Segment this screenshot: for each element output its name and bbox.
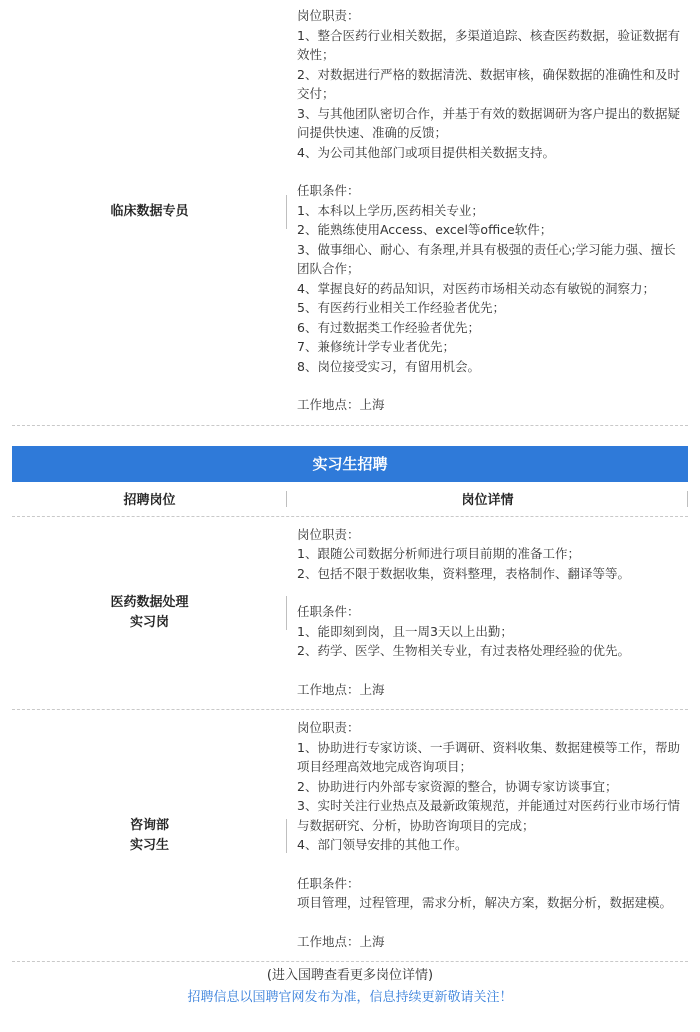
job-position-cell	[12, 710, 287, 961]
header-detail-label: 岗位详情	[461, 493, 514, 508]
detail-line: 任职条件：	[297, 604, 360, 619]
column-divider	[687, 491, 688, 507]
job-detail-cell	[287, 0, 688, 425]
notice-text: 招聘信息以国聘官网发布为准，信息持续更新敬请关注！	[187, 990, 513, 1005]
job-position-title: 医药数据处理	[110, 594, 189, 610]
detail-line: 岗位职责：	[297, 526, 360, 542]
detail-line: 工作地点：上海	[297, 681, 385, 697]
intern-recruitment-banner: 实习生招聘	[12, 446, 688, 482]
job-detail-cell	[287, 517, 688, 710]
column-divider	[286, 596, 287, 630]
header-position	[12, 482, 287, 516]
detail-line: 7、兼修统计学专业者优先；	[297, 339, 455, 354]
detail-line: 工作地点：上海	[297, 933, 385, 949]
spacer	[297, 376, 682, 395]
job-row-clinical-data	[12, 0, 688, 426]
detail-line: 1、协助进行专家访谈、一手调研、资料收集、数据建模等工作，帮助项目经理高效地完成咨询项目；	[297, 739, 680, 774]
detail-line: 3、与其他团队密切合作，并基于有效的数据调研为客户提出的数据疑问提供快速、准确的反馈；	[297, 105, 680, 140]
detail-line: 2、对数据进行严格的数据清洗、数据审核，确保数据的准确性和及时交付；	[297, 66, 680, 101]
detail-line: 4、为公司其他部门或项目提供相关数据支持。	[297, 144, 555, 160]
detail-line: 2、协助进行内外部专家资源的整合，协调专家访谈事宜；	[297, 778, 618, 794]
spacer	[297, 583, 682, 602]
job-position-cell	[12, 517, 287, 710]
detail-line: 1、跟随公司数据分析师进行项目前期的准备工作；	[297, 546, 580, 561]
detail-line: 2、包括不限于数据收集，资料整理，表格制作、翻译等等。	[297, 565, 630, 581]
detail-line: 任职条件：	[297, 183, 360, 198]
table-header	[12, 482, 688, 517]
detail-line: 3、做事细心、耐心、有条理,并具有极强的责任心;学习能力强、擅长团队合作；	[297, 241, 676, 276]
detail-line: 2、能熟练使用Access、excel等office软件；	[297, 222, 553, 237]
header-detail	[287, 482, 688, 516]
detail-line: 任职条件：	[297, 875, 360, 891]
detail-line: 4、部门领导安排的其他工作。	[297, 837, 468, 852]
more-jobs-link[interactable]: (进入国聘查看更多岗位详情)	[266, 968, 434, 983]
detail-line: 5、有医药行业相关工作经验者优先；	[297, 300, 505, 315]
detail-line: 1、整合医药行业相关数据，多渠道追踪、核查医药数据，验证数据有效性；	[297, 27, 680, 62]
job-position-subtitle: 实习生	[129, 837, 169, 853]
spacer	[297, 855, 682, 874]
job-listing	[12, 0, 688, 1010]
detail-line: 1、本科以上学历,医药相关专业；	[297, 202, 484, 218]
job-position-title: 咨询部	[129, 817, 169, 833]
detail-line: 2、药学、医学、生物相关专业，有过表格处理经验的优先。	[297, 643, 630, 658]
detail-line: 工作地点：上海	[297, 397, 385, 412]
detail-line: 项目管理，过程管理，需求分析，解决方案，数据分析，数据建模。	[297, 895, 673, 910]
detail-line: 4、掌握良好的药品知识，对医药市场相关动态有敏锐的洞察力；	[297, 280, 655, 296]
detail-line: 岗位职责：	[297, 8, 360, 23]
job-position-title: 临床数据专员	[110, 204, 189, 220]
job-position-cell	[12, 0, 287, 425]
job-row-pharma-data-intern	[12, 517, 688, 711]
job-position-subtitle: 实习岗	[129, 614, 169, 630]
spacer	[297, 913, 682, 932]
detail-line: 8、岗位接受实习，有留用机会。	[297, 358, 480, 374]
job-row-consulting-intern	[12, 710, 688, 962]
detail-line: 岗位职责：	[297, 720, 360, 735]
detail-line: 6、有过数据类工作经验者优先；	[297, 319, 480, 335]
job-detail-cell	[287, 710, 688, 961]
detail-line: 3、实时关注行业热点及最新政策规范，并能通过对医药行业市场行情与数据研究、分析，协助咨询项目的完成；	[297, 798, 680, 833]
column-divider	[286, 819, 287, 853]
detail-line: 1、能即刻到岗，且一周3天以上出勤；	[297, 623, 513, 639]
header-position-label: 招聘岗位	[123, 493, 176, 508]
column-divider	[286, 195, 287, 229]
spacer	[297, 661, 682, 680]
spacer	[297, 162, 682, 181]
